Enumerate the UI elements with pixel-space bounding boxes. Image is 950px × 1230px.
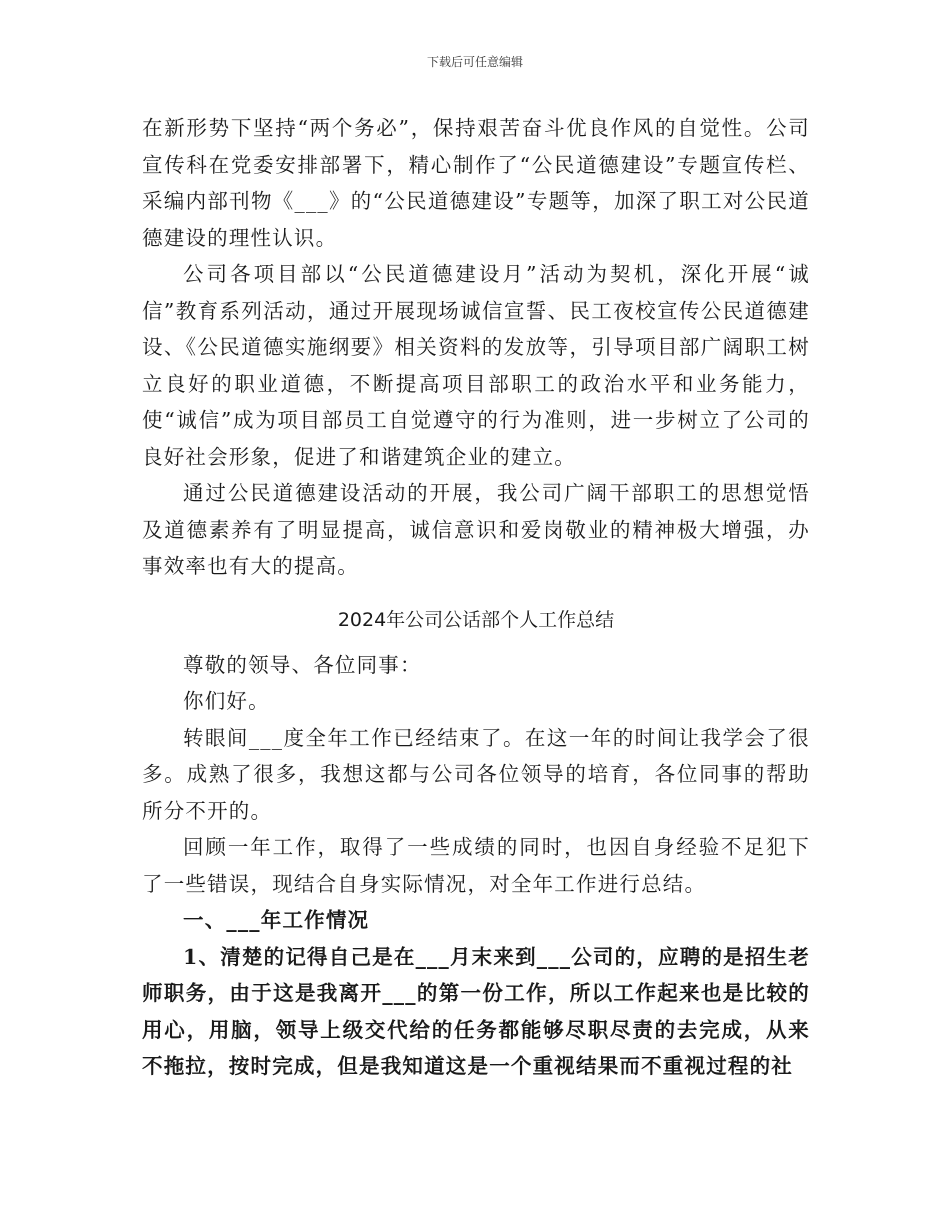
paragraph-intro: 转眼间___度全年工作已经结束了。在这一年的时间让我学会了很多。成熟了很多，我想这都与公司各位领导的培育，各位同事的帮助所分不开的。: [142, 725, 810, 823]
document-title: 2024年公司公话部个人工作总结: [337, 608, 615, 631]
paragraph-1: 在新形势下坚持“两个务必”，保持艰苦奋斗优良作风的自觉性。公司宣传科在党委安排部署下，精心制作了“公民道德建设”专题宣传栏、采编内部刊物《___》的“公民道德建设”专题等，加深了职工对公民道德建设的理性认识。: [142, 116, 810, 250]
salutation: 尊敬的领导、各位同事：: [183, 652, 422, 677]
document-body: [142, 110, 810, 1085]
greeting: 你们好。: [183, 689, 270, 713]
paragraph-3: 通过公民道德建设活动的开展，我公司广阔干部职工的思想觉悟及道德素养有了明显提高，诚信意识和爱岗敬业的精神极大增强，办事效率也有大的提高。: [142, 481, 810, 578]
paragraph-review: 回顾一年工作，取得了一些成绩的同时，也因自身经验不足犯下了一些错误，现结合自身实际情况，对全年工作进行总结。: [142, 835, 810, 896]
page-header: 下载后可任意编辑: [426, 55, 523, 69]
paragraph-2: 公司各项目部以“公民道德建设月”活动为契机，深化开展“诚信”教育系列活动，通过开展现场诚信宣誓、民工夜校宣传公民道德建设、《公民道德实施纲要》相关资料的发放等，引导项目部广阔职工树立良好的职业道德，不断提高项目部职工的政治水平和业务能力，使“诚信”成为项目部员工自觉遵守的行为准则，进一步树立了公司的良好社会形象，促进了和谐建筑企业的建立。: [142, 262, 810, 469]
paragraph-item-1: 1、清楚的记得自己是在___月末来到___公司的，应聘的是招生老师职务，由于这是我离开___的第一份工作，所以工作起来也是比较的用心，用脑，领导上级交代给的任务都能够尽职尽责的去完成，从来不拖拉，按时完成，但是我知道这是一个重视结果而不重视过程的社: [142, 944, 810, 1078]
section-heading-1: 一、___年工作情况: [183, 908, 370, 932]
